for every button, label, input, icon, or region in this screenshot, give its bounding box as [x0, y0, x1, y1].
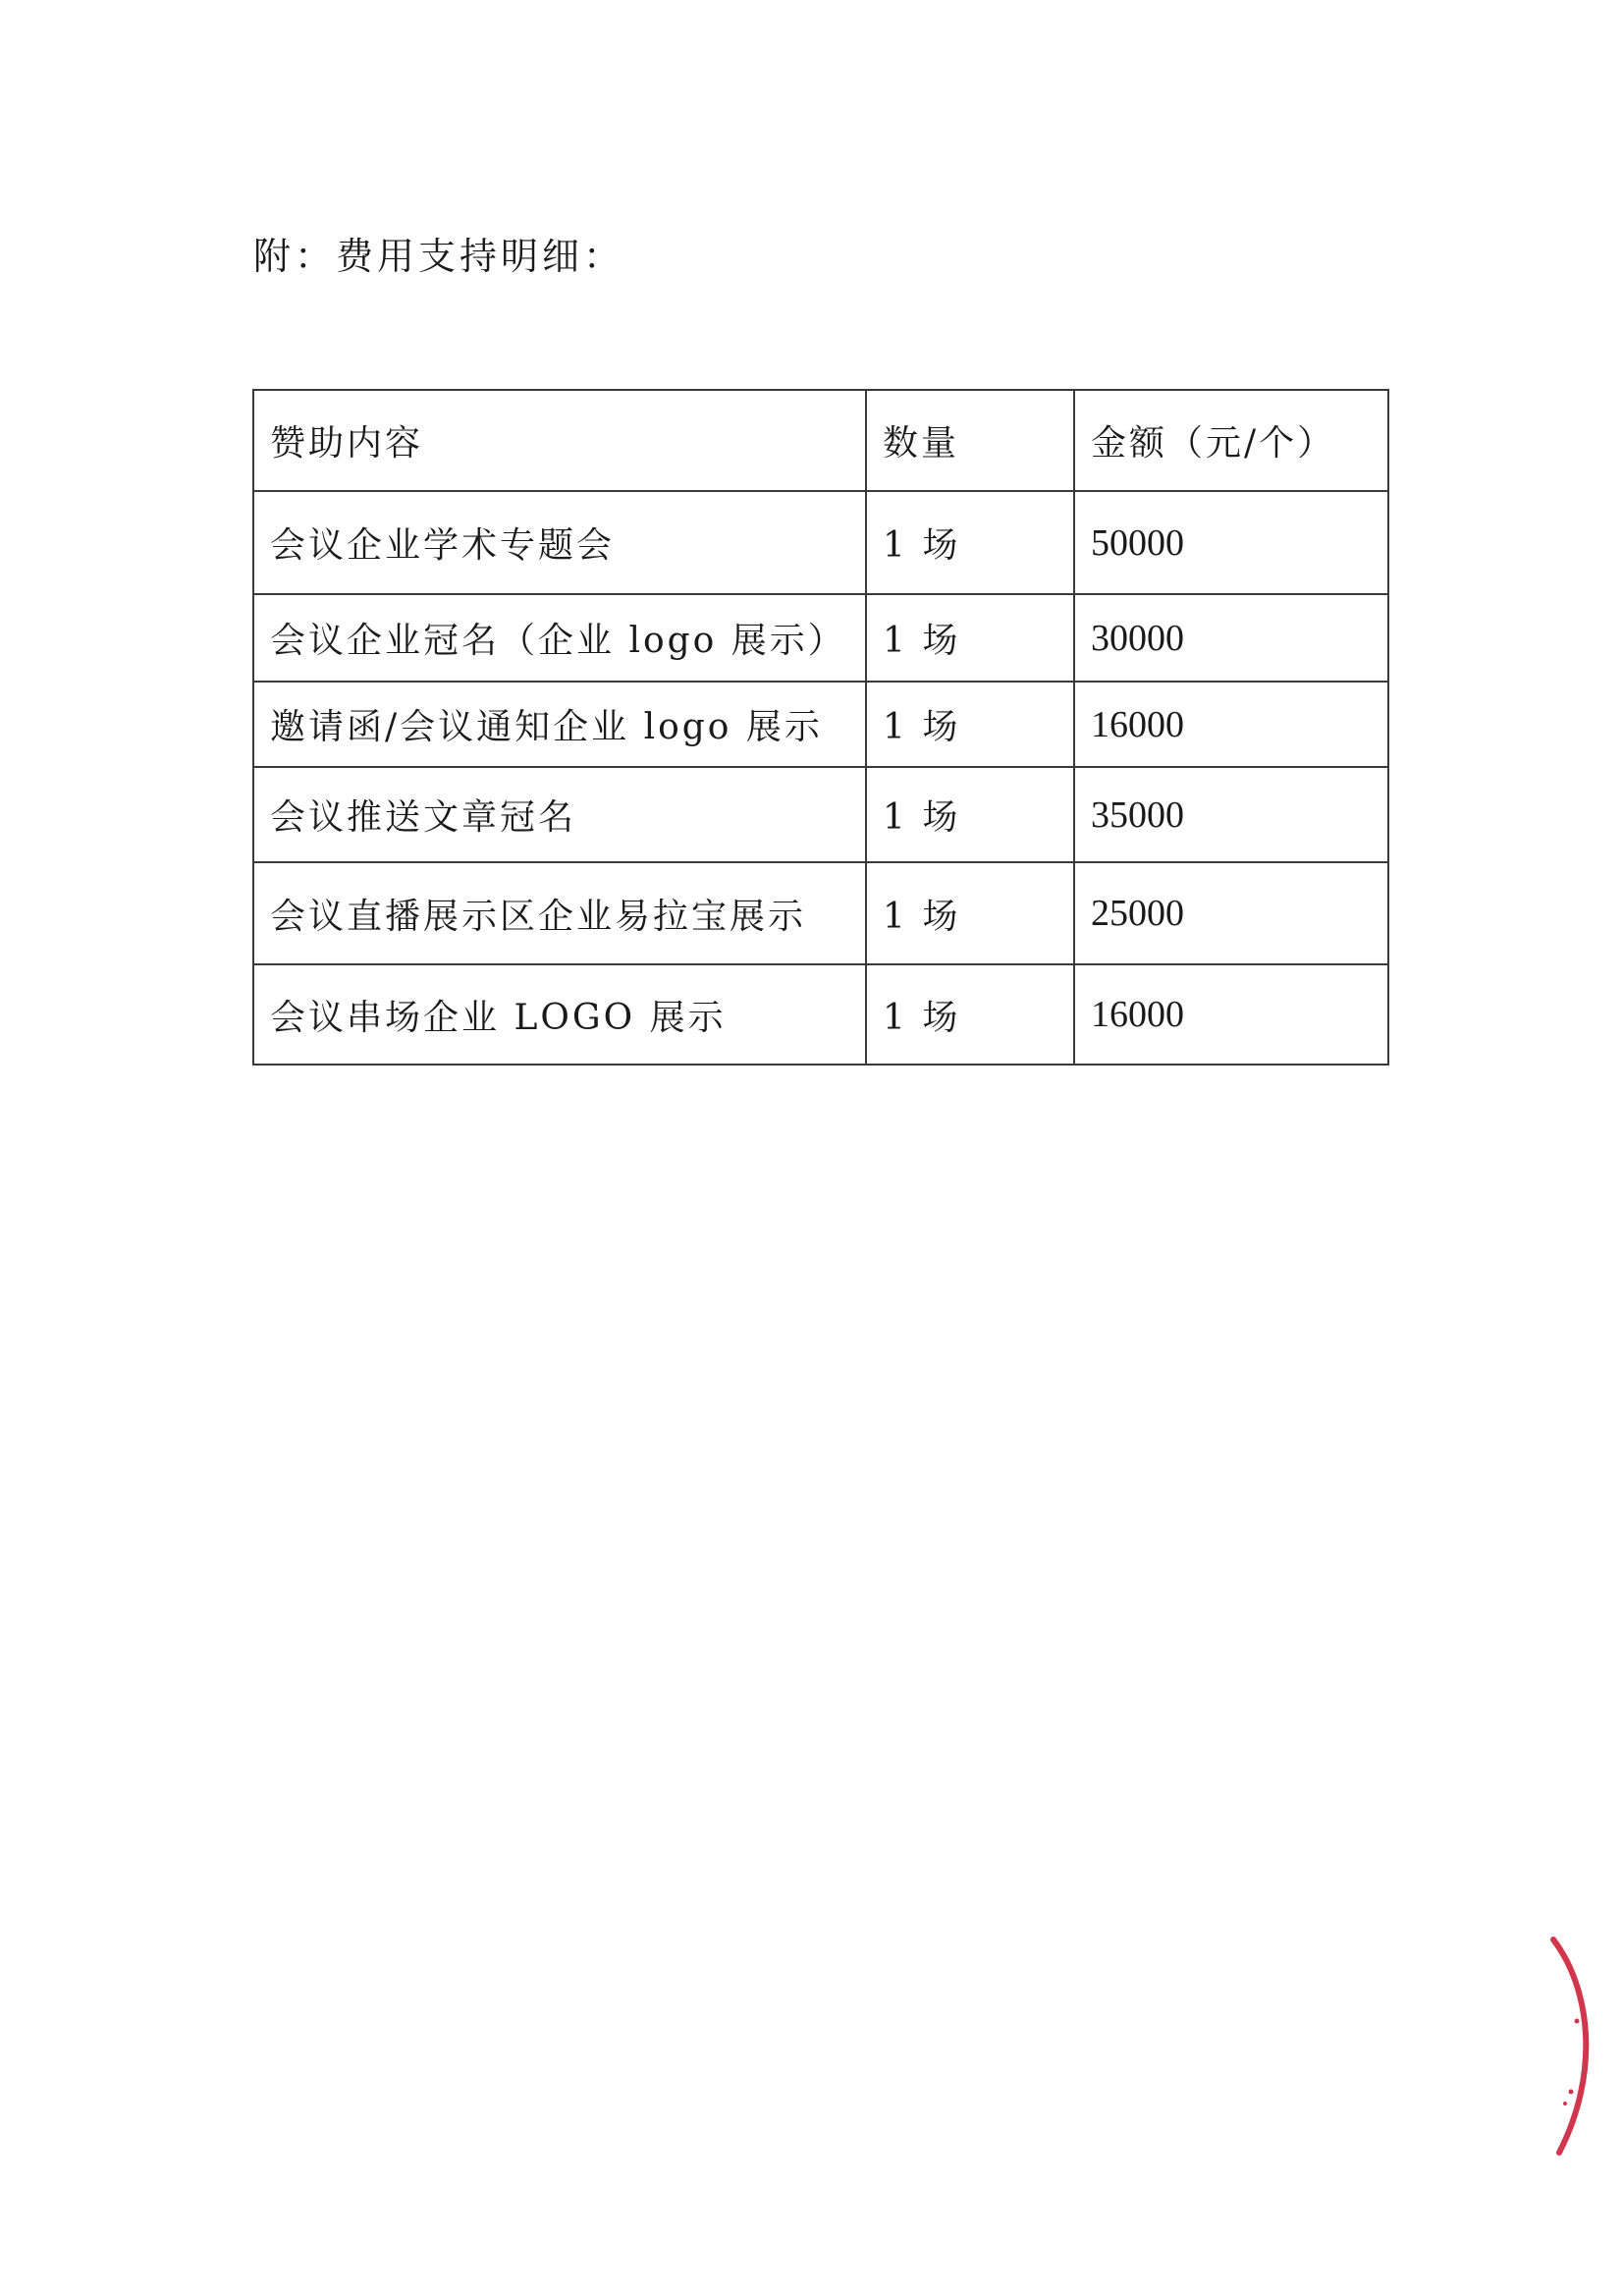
appendix-heading: 附：费用支持明细： — [253, 235, 625, 278]
cell-amount: 16000 — [1074, 964, 1388, 1065]
cell-content: 会议企业学术专题会 — [253, 491, 866, 594]
cell-quantity: 1 场 — [866, 491, 1074, 594]
cell-amount: 25000 — [1074, 862, 1388, 964]
cell-quantity: 1 场 — [866, 767, 1074, 862]
red-seal-stamp-edge — [1532, 1935, 1610, 2160]
cell-amount: 50000 — [1074, 491, 1388, 594]
table-row — [253, 594, 1388, 682]
cell-amount: 16000 — [1074, 682, 1388, 767]
header-quantity: 数量 — [866, 390, 1074, 491]
table-row — [253, 491, 1388, 594]
cell-content: 邀请函/会议通知企业 logo 展示 — [253, 682, 866, 767]
cell-quantity: 1 场 — [866, 594, 1074, 682]
cell-amount: 35000 — [1074, 767, 1388, 862]
cell-content: 会议串场企业 LOGO 展示 — [253, 964, 866, 1065]
cell-content: 会议直播展示区企业易拉宝展示 — [253, 862, 866, 964]
cell-quantity: 1 场 — [866, 964, 1074, 1065]
table-row — [253, 862, 1388, 964]
header-amount: 金额（元/个） — [1074, 390, 1388, 491]
table-row — [253, 767, 1388, 862]
fee-support-table — [252, 389, 1389, 1066]
header-sponsorship-content: 赞助内容 — [253, 390, 866, 491]
table-row — [253, 682, 1388, 767]
cell-content: 会议推送文章冠名 — [253, 767, 866, 862]
cell-amount: 30000 — [1074, 594, 1388, 682]
table-row — [253, 964, 1388, 1065]
cell-quantity: 1 场 — [866, 862, 1074, 964]
table-header-row — [253, 390, 1388, 491]
cell-content: 会议企业冠名（企业 logo 展示） — [253, 594, 866, 682]
cell-quantity: 1 场 — [866, 682, 1074, 767]
